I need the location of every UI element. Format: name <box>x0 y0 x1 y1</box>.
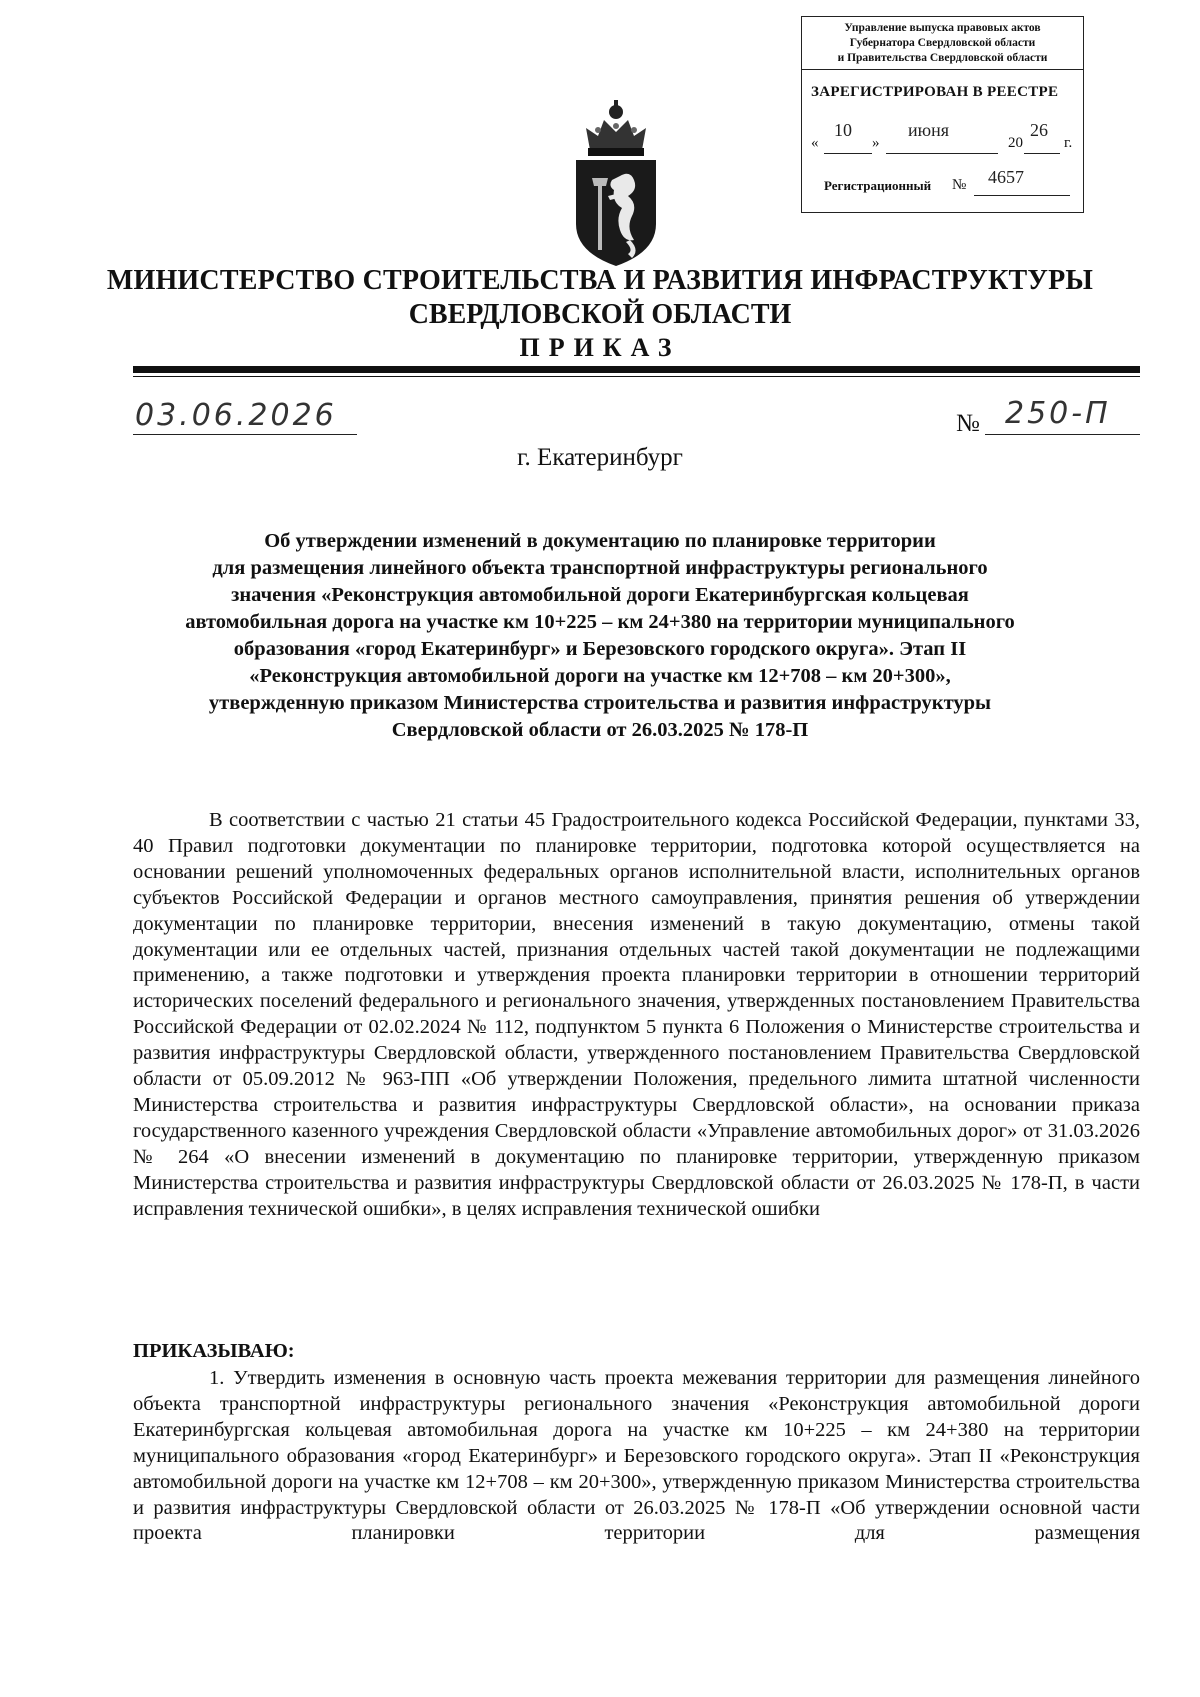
title-line: «Реконструкция автомобильной дороги на участке км 12+708 – км 20+300», <box>249 665 951 687</box>
title-line: автомобильная дорога на участке км 10+225 – км 24+380 на территории муниципального <box>185 611 1015 633</box>
stamp-num-sign: № <box>952 177 967 193</box>
stamp-year-prefix: 20 <box>1008 135 1023 151</box>
header-divider-thick <box>133 366 1140 373</box>
stamp-day: 10 <box>834 120 852 140</box>
registration-stamp <box>801 16 1084 213</box>
clause-1-paragraph: 1. Утвердить изменения в основную часть проекта межевания территории для размещения линейного объекта транспортной инфраструктуры регионального значения «Реконструкция автомобильной дороги Екатеринбургская кольцевая автомобильная дорога на участке км 10+225 – км 24+380 на территории муниципального образования «город Екатеринбург» и Березовского городского округа». Этап II «Реконструкция автомобильной дороги на участке км 12+708 – км 20+300», утвержденную приказом Министерства строительства и развития инфраструктуры Свердловской области от 26.03.2025 № 178-П «Об утверждении основной части проекта планировки территории для размещения <box>133 1367 1140 1545</box>
stamp-month: июня <box>908 120 949 140</box>
ministry-name-line1: МИНИСТЕРСТВО СТРОИТЕЛЬСТВА И РАЗВИТИЯ ИНФРАСТРУКТУРЫ <box>106 265 1094 296</box>
coat-of-arms-emblem <box>568 100 664 268</box>
title-line: Об утверждении изменений в документацию по планировке территории <box>264 530 936 552</box>
stamp-day-line <box>824 153 872 154</box>
order-city: г. Екатеринбург <box>517 444 683 471</box>
stamp-reg-number: 4657 <box>988 167 1024 187</box>
stamp-year-line <box>1024 153 1060 154</box>
title-line: значения «Реконструкция автомобильной дороги Екатеринбургская кольцевая <box>231 584 969 606</box>
stamp-reg-label: Регистрационный <box>824 178 932 193</box>
stamp-open-quote: « <box>811 135 819 151</box>
stamp-reg-number-line <box>974 195 1070 196</box>
order-title <box>0 528 1200 744</box>
order-number: 250-П <box>1005 396 1111 431</box>
document-type: ПРИКАЗ <box>519 333 681 362</box>
stamp-header <box>802 17 1083 70</box>
title-line: образования «город Екатеринбург» и Березовского городского округа». Этап II <box>233 638 967 660</box>
stamp-year-suffix: 26 <box>1030 120 1048 140</box>
stamp-header-line: и Правительства Свердловской области <box>837 52 1048 64</box>
stamp-header-line: Управление выпуска правовых актов <box>844 22 1041 34</box>
header-divider-thin <box>133 376 1140 377</box>
stamp-registered-title: ЗАРЕГИСТРИРОВАН В РЕЕСТРЕ <box>811 84 1059 100</box>
order-number-sign: № <box>956 410 980 437</box>
ministry-name-line2: СВЕРДЛОВСКОЙ ОБЛАСТИ <box>408 299 792 330</box>
crown-icon <box>586 100 646 156</box>
stamp-month-line <box>886 153 998 154</box>
stamp-close-quote: » <box>872 135 880 151</box>
title-line: Свердловской области от 26.03.2025 № 178-П <box>391 719 809 741</box>
stamp-year-unit: г. <box>1064 135 1073 151</box>
order-date: 03.06.2026 <box>135 398 337 433</box>
order-number-line <box>985 434 1140 435</box>
stamp-header-line: Губернатора Свердловской области <box>849 37 1036 49</box>
order-date-line <box>133 434 357 435</box>
title-line: утвержденную приказом Министерства строительства и развития инфраструктуры <box>208 692 992 714</box>
preamble-paragraph: В соответствии с частью 21 статьи 45 Градостроительного кодекса Российской Федерации, пунктами 33, 40 Правил подготовки документации по планировке территории, подготовка которой осуществляется на основании решений уполномоченных федеральных органов исполнительной власти, исполнительных органов субъектов Российской Федерации и органов местного самоуправления, принятия решения об утверждении документации по планировке территории, внесения изменений в такую документацию, отмены такой документации или ее отдельных частей, признания отдельных частей такой документации не подлежащими применению, а также подготовки и утверждения проекта планировки территории в отношении территорий исторических поселений федерального и регионального значения, утвержденных постановлением Правительства Российской Федерации от 02.02.2024 № 112, подпунктом 5 пункта 6 Положения о Министерстве строительства и развития инфраструктуры Свердловской области, утвержденного постановлением Правительства Свердловской области от 05.09.2012 № 963-ПП «Об утверждении Положения, предельного лимита штатной численности Министерства строительства и развития инфраструктуры Свердловской области», на основании приказа государственного казенного учреждения Свердловской области «Управление автомобильных дорог» от 31.03.2026 № 264 «О внесении изменений в документацию по планировке территории, утвержденную приказом Министерства строительства и развития инфраструктуры Свердловской области от 26.03.2025 № 178-П, в части исправления технической ошибки», в целях исправления технической ошибки <box>133 809 1140 1220</box>
decree-word: ПРИКАЗЫВАЮ: <box>133 1340 295 1362</box>
title-line: для размещения линейного объекта транспортной инфраструктуры регионального <box>212 557 988 579</box>
